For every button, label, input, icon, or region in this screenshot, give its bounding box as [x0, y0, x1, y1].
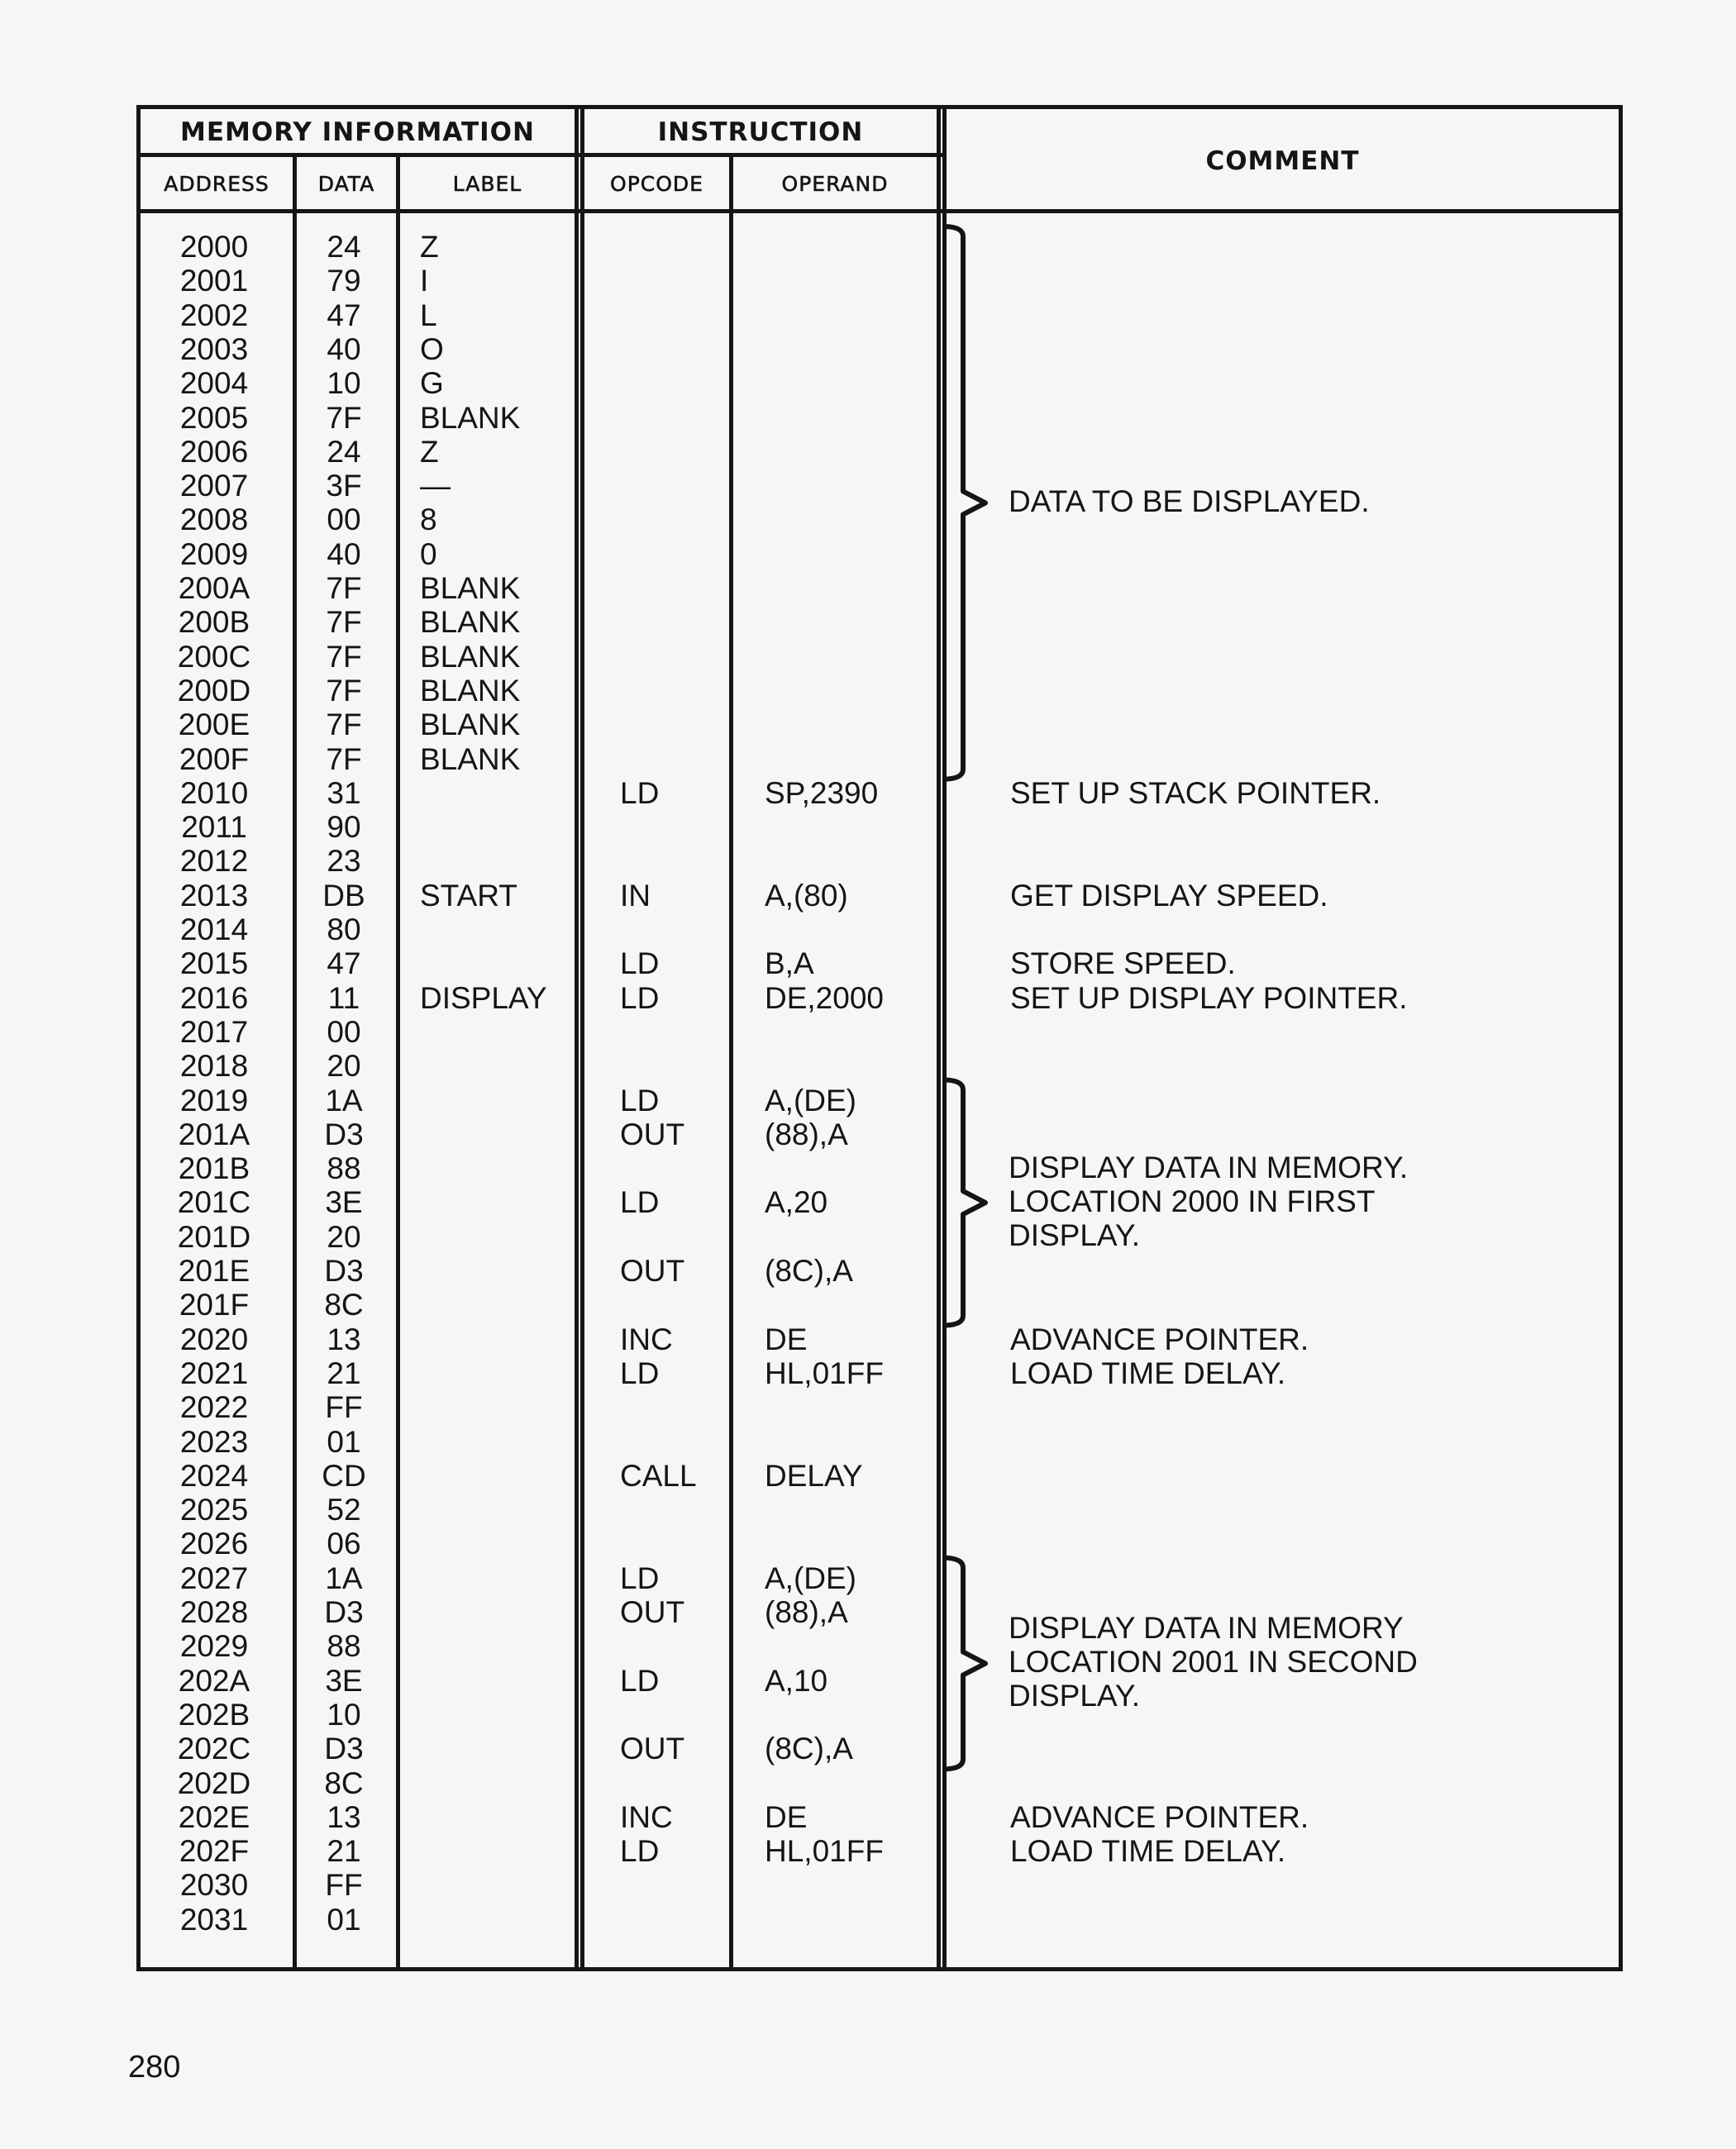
address-cell: 200A [178, 571, 250, 605]
address-cell: 200F [179, 741, 250, 776]
opcode-cell: LD [620, 946, 660, 981]
data-cell: 1A [325, 1083, 363, 1117]
operand-cell: SP,2390 [765, 775, 879, 810]
opcode-cell: LD [620, 980, 660, 1015]
label-cell: BLANK [420, 673, 521, 708]
header-memory-information: MEMORY INFORMATION [180, 117, 535, 147]
address-cell: 2031 [179, 1902, 249, 1937]
data-cell: 20 [327, 1049, 361, 1084]
data-cell: 7F [326, 605, 362, 640]
data-cell: 79 [327, 264, 361, 298]
address-cell: 201D [177, 1219, 251, 1254]
address-cell: 2001 [179, 264, 249, 298]
opcode-cell: LD [620, 1561, 660, 1595]
data-cell: 47 [327, 946, 361, 981]
address-cell: 202D [177, 1765, 251, 1800]
data-cell: FF [325, 1868, 363, 1903]
opcode-cell: LD [620, 1185, 660, 1220]
address-cell: 202E [178, 1799, 250, 1834]
comment-cell: ADVANCE POINTER. [1010, 1799, 1309, 1834]
operand-cell: (88),A [765, 1595, 848, 1629]
data-cell: 21 [327, 1356, 361, 1390]
data-cell: D3 [324, 1595, 364, 1629]
opcode-cell: OUT [620, 1732, 685, 1766]
operand-cell: DE [765, 1799, 808, 1834]
data-cell: 31 [327, 775, 361, 810]
address-cell: 201A [178, 1117, 250, 1151]
opcode-cell: OUT [620, 1117, 685, 1151]
header-opcode: OPCODE [610, 172, 703, 196]
header-address: ADDRESS [164, 172, 269, 196]
data-cell: 13 [327, 1322, 361, 1356]
address-cell: 2016 [179, 980, 249, 1015]
address-cell: 201B [178, 1151, 250, 1186]
data-cell: 88 [327, 1151, 361, 1186]
data-cell: 90 [327, 810, 361, 845]
header-label: LABEL [452, 172, 522, 196]
data-cell: 24 [327, 434, 361, 469]
operand-cell: DE,2000 [765, 980, 884, 1015]
operand-cell: A,(80) [765, 878, 848, 912]
label-cell: BLANK [420, 605, 521, 640]
label-cell: — [420, 469, 451, 503]
data-cell: 11 [327, 980, 360, 1015]
data-cell: 88 [327, 1629, 361, 1664]
data-cell: 3E [325, 1663, 363, 1698]
curly-brace-icon [942, 226, 985, 779]
data-cell: 00 [327, 1014, 361, 1049]
operand-cell: DELAY [765, 1458, 863, 1493]
label-cell: O [420, 331, 444, 366]
comment-cell: SET UP STACK POINTER. [1010, 775, 1381, 810]
label-cell: BLANK [420, 708, 521, 742]
address-cell: 2010 [179, 775, 249, 810]
address-cell: 2025 [179, 1493, 249, 1527]
data-cell: D3 [324, 1732, 364, 1766]
data-cell: 10 [327, 1697, 361, 1732]
data-cell: 06 [327, 1527, 361, 1561]
data-cell: 40 [327, 536, 361, 571]
opcode-cell: OUT [620, 1254, 685, 1288]
operand-cell: HL,01FF [765, 1834, 884, 1869]
address-cell: 2002 [179, 298, 249, 332]
opcode-cell: INC [620, 1322, 673, 1356]
opcode-cell: LD [620, 1834, 660, 1869]
brace-comment-text: DISPLAY DATA IN MEMORY. LOCATION 2000 IN FIRST DISPLAY. [1009, 1150, 1409, 1252]
data-cell: 10 [327, 366, 361, 401]
data-cell: 40 [327, 331, 361, 366]
data-cell: 1A [325, 1561, 363, 1595]
label-cell: DISPLAY [420, 980, 547, 1015]
data-cell: 7F [326, 400, 362, 435]
data-cell: 8C [324, 1765, 364, 1800]
address-cell: 2019 [179, 1083, 249, 1117]
comment-cell: LOAD TIME DELAY. [1010, 1356, 1286, 1390]
label-cell: BLANK [420, 741, 521, 776]
label-cell: BLANK [420, 400, 521, 435]
brace-comment-text: DATA TO BE DISPLAYED. [1009, 484, 1370, 518]
address-cell: 2017 [179, 1014, 249, 1049]
label-cell: L [420, 298, 437, 332]
address-cell: 2020 [179, 1322, 249, 1356]
label-cell: Z [420, 230, 439, 264]
comment-cell: LOAD TIME DELAY. [1010, 1834, 1286, 1869]
address-cell: 201E [178, 1254, 250, 1288]
opcode-cell: LD [620, 1083, 660, 1117]
page-number: 280 [128, 2050, 181, 2085]
data-cell: FF [325, 1390, 363, 1425]
data-cell: 20 [327, 1219, 361, 1254]
data-cell: 13 [327, 1799, 361, 1834]
comment-cell: SET UP DISPLAY POINTER. [1010, 980, 1408, 1015]
address-cell: 2012 [179, 844, 249, 879]
data-cell: 24 [327, 230, 361, 264]
comment-cell: STORE SPEED. [1010, 946, 1236, 981]
address-cell: 200B [178, 605, 250, 640]
opcode-cell: IN [620, 878, 651, 912]
label-cell: 0 [420, 536, 437, 571]
address-cell: 202B [178, 1697, 250, 1732]
opcode-cell: LD [620, 1356, 660, 1390]
address-cell: 2008 [179, 503, 249, 537]
address-cell: 202A [178, 1663, 250, 1698]
address-cell: 2015 [179, 946, 249, 981]
opcode-cell: LD [620, 1663, 660, 1698]
opcode-cell: OUT [620, 1595, 685, 1629]
address-cell: 2030 [179, 1868, 249, 1903]
address-cell: 2026 [179, 1527, 249, 1561]
data-cell: 7F [326, 571, 362, 605]
address-cell: 2027 [179, 1561, 249, 1595]
data-cell: 47 [327, 298, 361, 332]
curly-brace-icon [942, 1080, 985, 1326]
address-cell: 2007 [179, 469, 249, 503]
label-cell: BLANK [420, 639, 521, 674]
data-cell: 7F [326, 741, 362, 776]
address-cell: 2018 [179, 1049, 249, 1084]
data-cell: 8C [324, 1288, 364, 1322]
data-cell: 01 [327, 1902, 361, 1937]
data-cell: D3 [324, 1117, 364, 1151]
operand-cell: (8C),A [765, 1732, 853, 1766]
data-cell: DB [322, 878, 365, 912]
data-cell: 7F [326, 708, 362, 742]
data-cell: CD [322, 1458, 366, 1493]
address-cell: 2009 [179, 536, 249, 571]
operand-cell: DE [765, 1322, 808, 1356]
label-cell: BLANK [420, 571, 521, 605]
address-cell: 202F [179, 1834, 250, 1869]
header-instruction: INSTRUCTION [657, 117, 864, 147]
address-cell: 2029 [179, 1629, 249, 1664]
data-cell: 52 [327, 1493, 361, 1527]
opcode-cell: INC [620, 1799, 673, 1834]
address-cell: 2011 [181, 810, 247, 845]
address-cell: 2005 [179, 400, 249, 435]
address-cell: 2006 [179, 434, 249, 469]
address-cell: 2013 [179, 878, 249, 912]
data-cell: 00 [327, 503, 361, 537]
label-cell: Z [420, 434, 439, 469]
address-cell: 2014 [179, 912, 249, 946]
address-cell: 2003 [179, 331, 249, 366]
data-cell: 3E [325, 1185, 363, 1220]
address-cell: 2023 [179, 1424, 249, 1459]
address-cell: 200D [177, 673, 251, 708]
operand-cell: A,(DE) [765, 1083, 856, 1117]
address-cell: 2024 [179, 1458, 249, 1493]
label-cell: START [420, 878, 517, 912]
address-cell: 2022 [179, 1390, 249, 1425]
address-cell: 200E [178, 708, 250, 742]
address-cell: 200C [177, 639, 251, 674]
address-cell: 201C [177, 1185, 251, 1220]
data-cell: 23 [327, 844, 361, 879]
address-cell: 2028 [179, 1595, 249, 1629]
label-cell: I [420, 264, 429, 298]
label-cell: G [420, 366, 444, 401]
operand-cell: A,20 [765, 1185, 828, 1220]
brace-comment-text: DISPLAY DATA IN MEMORY LOCATION 2001 IN SECOND DISPLAY. [1009, 1611, 1418, 1713]
data-cell: 01 [327, 1424, 361, 1459]
address-cell: 2004 [179, 366, 249, 401]
address-cell: 201F [179, 1288, 250, 1322]
data-cell: D3 [324, 1254, 364, 1288]
opcode-cell: LD [620, 775, 660, 810]
comment-cell: GET DISPLAY SPEED. [1010, 878, 1328, 912]
address-cell: 202C [177, 1732, 251, 1766]
operand-cell: B,A [765, 946, 814, 981]
data-cell: 21 [327, 1834, 361, 1869]
header-comment: COMMENT [1205, 146, 1360, 176]
operand-cell: HL,01FF [765, 1356, 884, 1390]
data-cell: 3F [326, 469, 362, 503]
data-cell: 7F [326, 673, 362, 708]
operand-cell: (88),A [765, 1117, 848, 1151]
operand-cell: A,(DE) [765, 1561, 856, 1595]
curly-brace-icon [942, 1558, 985, 1770]
operand-cell: (8C),A [765, 1254, 853, 1288]
opcode-cell: CALL [620, 1458, 697, 1493]
address-cell: 2000 [179, 230, 249, 264]
data-cell: 80 [327, 912, 361, 946]
header-operand: OPERAND [781, 172, 889, 196]
label-cell: 8 [420, 503, 437, 537]
comment-cell: ADVANCE POINTER. [1010, 1322, 1309, 1356]
header-data: DATA [317, 172, 375, 196]
data-cell: 7F [326, 639, 362, 674]
address-cell: 2021 [179, 1356, 249, 1390]
operand-cell: A,10 [765, 1663, 828, 1698]
